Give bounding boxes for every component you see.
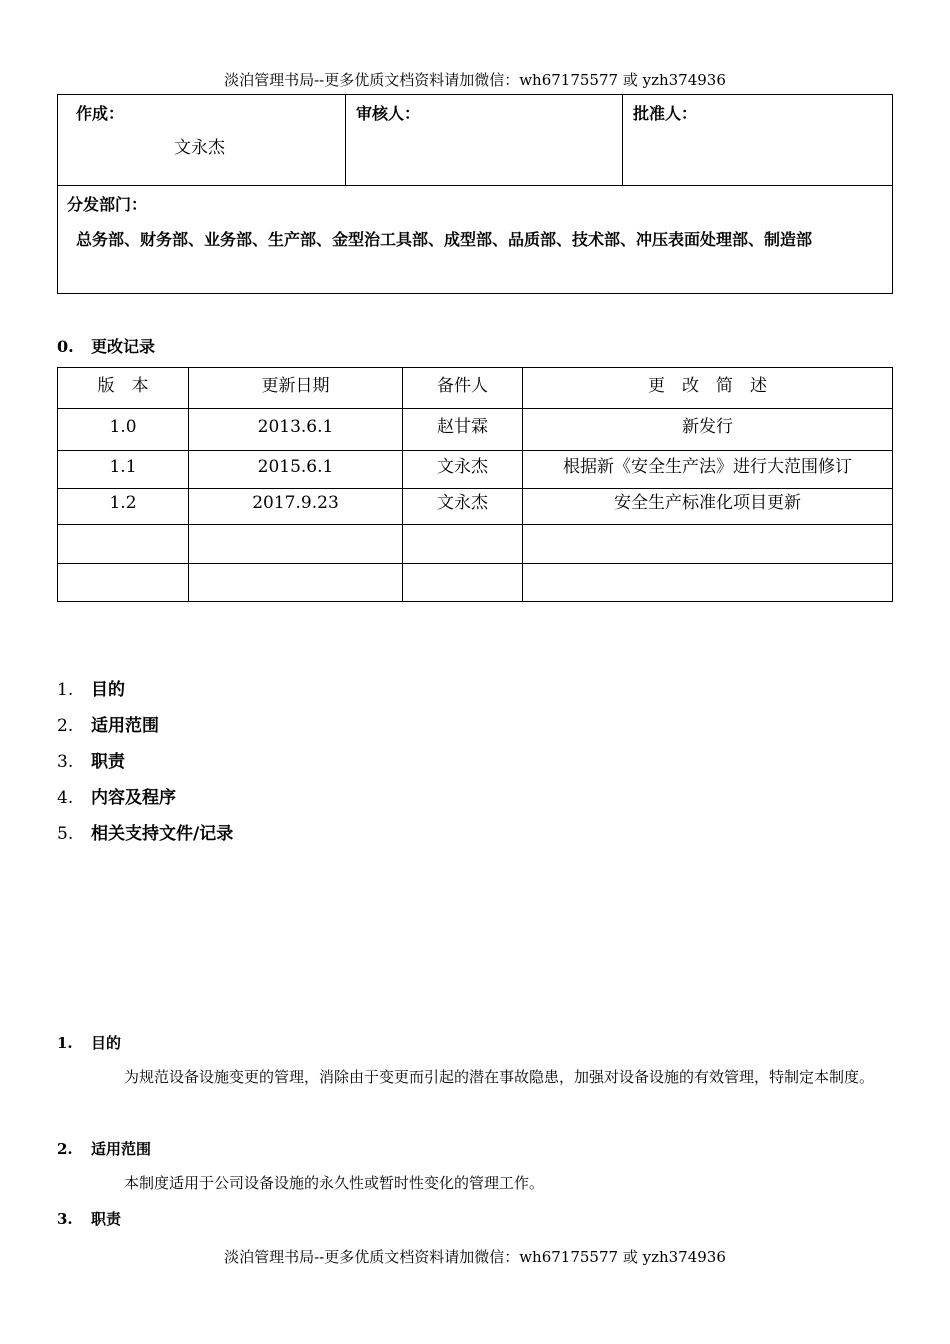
table-row [58,489,893,525]
section-number: 2. [57,1140,73,1158]
cell-version [58,525,189,564]
distribution-cell [58,186,893,294]
cell-date: 2017.9.23 [189,489,403,525]
cell-editor: 赵甘霖 [403,409,523,451]
section-title: 职责 [91,1210,122,1228]
toc-item [57,822,233,858]
cell-date [189,564,403,602]
reviewer-label: 审核人： [356,104,421,123]
toc-item [57,786,233,822]
revision-table [57,367,893,602]
author-name: 文永杰 [174,138,225,158]
table-of-contents [57,678,233,858]
cell-version: 1.2 [58,489,189,525]
signoff-table [57,94,893,294]
distribution-departments: 总务部、财务部、业务部、生产部、金型治工具部、成型部、品质部、技术部、冲压表面处理部、制造部 [76,230,813,249]
page-header-note: 淡泊管理书局--更多优质文档资料请加微信：wh67175577 或 yzh374936 [224,71,726,89]
section-number: 3. [57,1210,73,1228]
revision-title-text: 更改记录 [91,337,156,356]
cell-version: 1.0 [58,409,189,451]
reviewer-cell [346,95,623,186]
table-row [58,525,893,564]
col-header-version: 版 本 [58,368,189,409]
cell-summary [523,525,893,564]
approver-label: 批准人： [633,104,698,123]
col-header-summary: 更 改 简 述 [523,368,893,409]
toc-item-label: 相关支持文件/记录 [91,824,234,844]
section-number: 1. [57,1034,73,1052]
toc-item-label: 职责 [91,752,125,772]
section-heading-purpose [57,1032,121,1053]
author-cell [58,95,346,186]
cell-date: 2013.6.1 [189,409,403,451]
page-footer-note: 淡泊管理书局--更多优质文档资料请加微信：wh67175577 或 yzh374936 [224,1248,726,1266]
toc-item-number: 5. [57,824,74,844]
toc-item [57,714,233,750]
cell-summary [523,564,893,602]
table-row [58,451,893,489]
toc-item [57,750,233,786]
cell-summary: 根据新《安全生产法》进行大范围修订 [523,451,893,489]
cell-date [189,525,403,564]
toc-item [57,678,233,714]
section-heading-scope [57,1138,151,1159]
table-row [58,564,893,602]
cell-summary: 安全生产标准化项目更新 [523,489,893,525]
section-title: 适用范围 [91,1140,152,1158]
cell-date: 2015.6.1 [189,451,403,489]
cell-editor [403,525,523,564]
cell-editor: 文永杰 [403,489,523,525]
col-header-editor: 备件人 [403,368,523,409]
toc-item-number: 4. [57,788,74,808]
toc-item-number: 3. [57,752,74,772]
section-purpose-text: 为规范设备设施变更的管理，消除由于变更而引起的潜在事故隐患，加强对设备设施的有效管理，特制定本制度。 [124,1068,875,1086]
cell-editor: 文永杰 [403,451,523,489]
cell-editor [403,564,523,602]
approver-cell [623,95,893,186]
table-row [58,409,893,451]
author-label: 作成： [76,104,125,123]
section-scope-text: 本制度适用于公司设备设施的永久性或暂时性变化的管理工作。 [124,1174,545,1192]
cell-version [58,564,189,602]
cell-version: 1.1 [58,451,189,489]
distribution-label: 分发部门： [67,195,148,214]
toc-item-number: 1. [57,680,74,700]
toc-item-label: 内容及程序 [91,788,176,808]
toc-item-label: 目的 [91,680,125,700]
revision-title-number: 0. [57,337,74,356]
toc-item-number: 2. [57,716,74,736]
section-heading-responsibilities [57,1208,121,1229]
cell-summary: 新发行 [523,409,893,451]
revision-record-title [57,334,155,357]
toc-item-label: 适用范围 [91,716,159,736]
section-title: 目的 [91,1034,122,1052]
revision-table-header-row [58,368,893,409]
col-header-date: 更新日期 [189,368,403,409]
